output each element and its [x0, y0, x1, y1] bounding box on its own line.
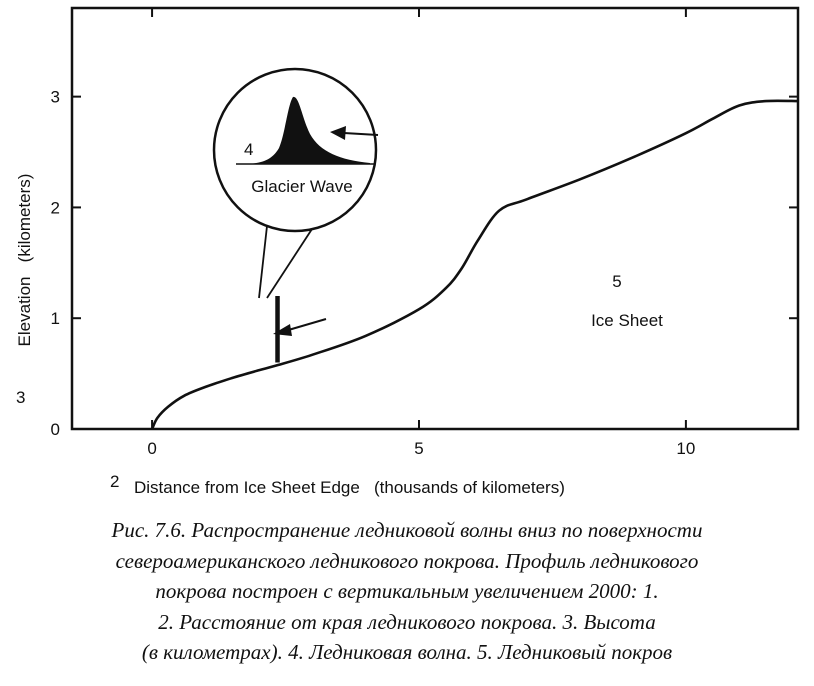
x-axis-label: Distance from Ice Sheet Edge (thousands of kilometers) [134, 478, 565, 497]
num-label-5: 5 [612, 272, 622, 291]
caption-line: Рис. 7.6. Распространение ледниковой волны вниз по поверхности [111, 518, 703, 542]
y-tick-label: 0 [50, 420, 60, 439]
x-tick-label: 0 [147, 439, 157, 458]
caption-line: североамериканского ледникового покрова. Профиль ледникового [115, 548, 699, 573]
x-tick-label: 5 [414, 439, 424, 458]
num-label-4: 4 [244, 140, 254, 159]
ice-sheet-label: Ice Sheet [591, 311, 663, 330]
callout-leader-left [259, 226, 267, 298]
callout-leader-right [267, 229, 312, 298]
y-tick-label: 2 [50, 198, 60, 218]
caption-line: покрова построен с вертикальным увеличением 2000: 1. [155, 579, 659, 603]
caption-line: 2. Расстояние от края ледникового покрова. 3. Высота [158, 609, 656, 634]
glacier-wave-label: Glacier Wave [251, 177, 353, 196]
plot-frame [72, 8, 798, 429]
axis-ticks [72, 8, 798, 429]
y-axis-label: Elevation (kilometers) [15, 173, 34, 347]
figure-caption [10, 515, 804, 668]
wave-direction-arrow-shaft [285, 319, 326, 331]
num-label-3: 3 [16, 388, 26, 407]
num-label-2: 2 [110, 472, 120, 491]
y-tick-label: 3 [50, 87, 60, 107]
x-tick-label: 10 [676, 439, 696, 458]
y-tick-label: 1 [50, 309, 60, 329]
caption-line: (в километрах). 4. Ледниковая волна. 5. Ледниковый покров [141, 640, 673, 664]
